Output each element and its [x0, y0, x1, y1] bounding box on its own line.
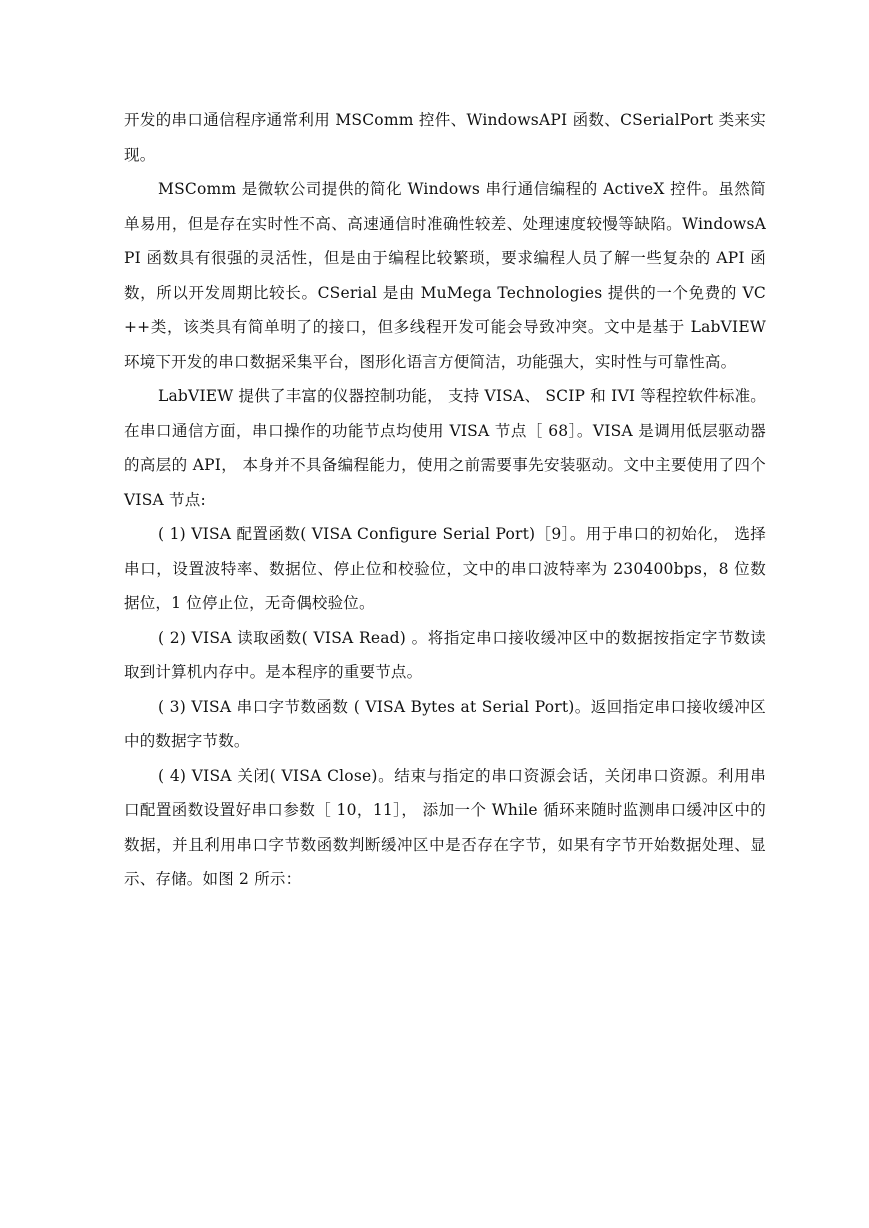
paragraph-labview-visa: LabVIEW 提供了丰富的仪器控制功能， 支持 VISA、 SCIP 和 IVI 等程控软件标准。在串口通信方面，串口操作的功能节点均使用 VISA 节点［ 68］。VISA 是调用低层驱动器的高层的 API， 本身并不具备编程能力，使用之前需要事先安装驱动。文中主要使用了四个 VISA 节点:: [124, 387, 766, 509]
paragraph-visa-configure: ( 1) VISA 配置函数( VISA Configure Serial Port)［9］。用于串口的初始化， 选择串口，设置波特率、数据位、停止位和校验位，文中的串口波特率为 230400bps，8 位数据位，1 位停止位，无奇偶校验位。: [124, 525, 766, 612]
paragraph-intro-continuation: 开发的串口通信程序通常利用 MSComm 控件、WindowsAPI 函数、CSerialPort 类来实现。: [124, 111, 766, 164]
document-body: [124, 103, 766, 897]
paragraph-visa-close: ( 4) VISA 关闭( VISA Close)。结束与指定的串口资源会话，关闭串口资源。利用串口配置函数设置好串口参数［ 10，11］， 添加一个 While 循环来随时监测串口缓冲区中的数据，并且利用串口字节数函数判断缓冲区中是否存在字节，如果有字节开始数据处理、显示、存储。如图 2 所示：: [124, 766, 766, 888]
paragraph-mscomm-comparison: MSComm 是微软公司提供的简化 Windows 串行通信编程的 ActiveX 控件。虽然简单易用，但是存在实时性不高、高速通信时准确性较差、处理速度较慢等缺陷。WindowsAPI 函数具有很强的灵活性，但是由于编程比较繁琐，要求编程人员了解一些复杂的 API 函数，所以开发周期比较长。CSerial 是由 MuMega Technologies 提供的一个免费的 VC++类，该类具有简单明了的接口，但多线程开发可能会导致冲突。文中是基于 LabVIEW 环境下开发的串口数据采集平台，图形化语言方便简洁，功能强大，实时性与可靠性高。: [124, 180, 766, 371]
paragraph-visa-read: ( 2) VISA 读取函数( VISA Read) 。将指定串口接收缓冲区中的数据按指定字节数读取到计算机内存中。是本程序的重要节点。: [124, 628, 766, 681]
paragraph-visa-bytes: ( 3) VISA 串口字节数函数 ( VISA Bytes at Serial Port)。返回指定串口接收缓冲区中的数据字节数。: [124, 697, 766, 750]
